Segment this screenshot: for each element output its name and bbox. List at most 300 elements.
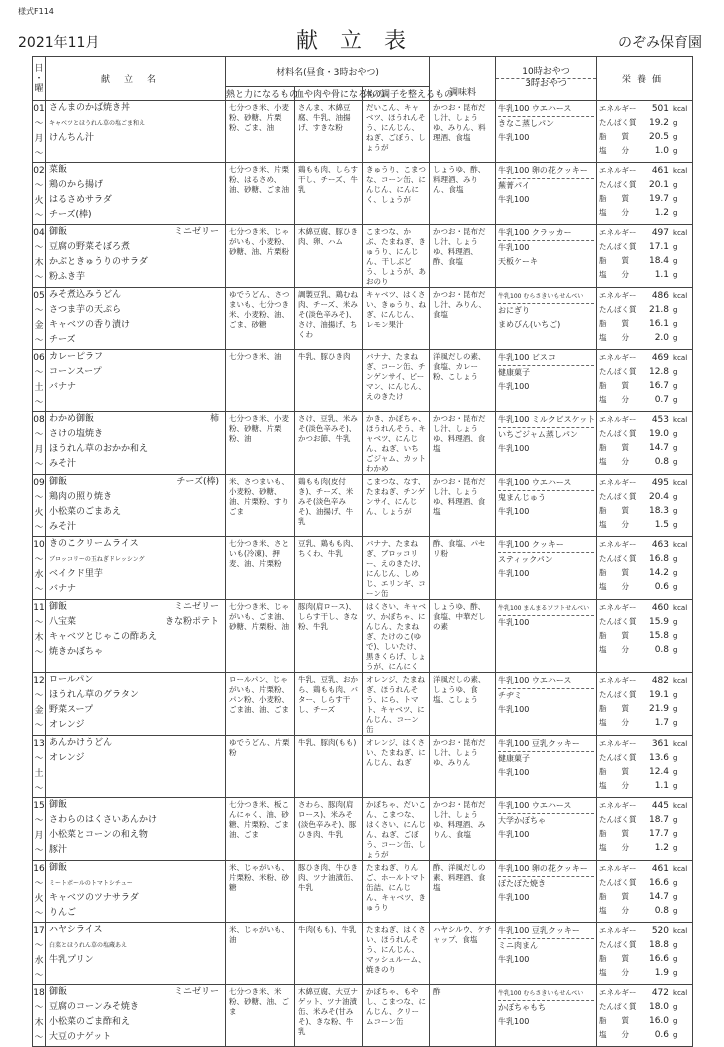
day-cell bbox=[33, 600, 46, 673]
seasoning-list: かつお・昆布だし汁、しょうゆ、みりん bbox=[430, 736, 496, 798]
snack-name: ミニ肉まん bbox=[498, 941, 539, 950]
energy-foods: 七分つき米、片栗粉、はるさめ、油、砂糖、ごま油 bbox=[226, 163, 295, 225]
dish-item bbox=[49, 615, 225, 630]
dish-item bbox=[49, 116, 225, 131]
dish-item bbox=[49, 567, 225, 582]
body-foods: 調製豆乳、鶏むね肉、チーズ、米みそ(淡色辛みそ)、さけ、油揚げ、ちくわ bbox=[295, 288, 363, 350]
nutrient-unit: g bbox=[673, 879, 678, 887]
day-number: 15 bbox=[33, 801, 45, 811]
day-separator: 〜 bbox=[34, 816, 44, 826]
header-nutrition-label: 栄養価 bbox=[622, 75, 668, 85]
header-snack-3: 3時おやつ bbox=[525, 79, 567, 89]
nutrient-unit: g bbox=[673, 147, 678, 155]
snack-name: 牛乳100 卵の花クッキー bbox=[498, 166, 588, 175]
day-of-week: 金 bbox=[34, 706, 44, 716]
dish-cell bbox=[46, 101, 226, 163]
nutrient-value: 1.1 bbox=[654, 270, 670, 280]
nutrient-unit: g bbox=[673, 444, 678, 452]
body-foods: 豆乳、鶏もも肉、ちくわ、牛乳 bbox=[295, 537, 363, 600]
seasoning-list: ハヤシルウ、ケチャップ、食塩 bbox=[430, 923, 496, 985]
nutrient-unit: g bbox=[673, 632, 678, 640]
nutrition-row bbox=[599, 952, 690, 966]
day-separator: 〜 bbox=[34, 243, 44, 253]
nutrition-row bbox=[599, 303, 690, 317]
snack-name: 牛乳100 bbox=[498, 195, 530, 204]
day-separator: 〜 bbox=[34, 336, 44, 346]
nutrient-value: 501 bbox=[651, 104, 670, 114]
day-cell bbox=[33, 673, 46, 736]
day-separator: 〜 bbox=[34, 1033, 44, 1043]
nutrient-label: 脂 質 bbox=[599, 954, 630, 963]
nutrition-row bbox=[599, 289, 690, 303]
nutrient-label: 脂 質 bbox=[599, 194, 630, 203]
dish-name: さわらのはくさいあんかけ bbox=[49, 815, 158, 825]
nutrient-label: たんぱく質 bbox=[599, 180, 637, 189]
day-cell bbox=[33, 475, 46, 537]
dish-name: キャベツとじゃこの酢あえ bbox=[49, 632, 158, 642]
header-day bbox=[33, 57, 46, 101]
day-of-week: 水 bbox=[34, 956, 44, 966]
snack-item bbox=[498, 828, 594, 842]
snack-item bbox=[498, 366, 594, 380]
body-foods: 豚肉(肩ロース)、しらす干し、きな粉、牛乳 bbox=[295, 600, 363, 673]
dish-name: 鶏肉の照り焼き bbox=[49, 492, 113, 502]
nutrient-unit: g bbox=[673, 941, 678, 949]
nutrient-value: 2.0 bbox=[654, 333, 670, 343]
day-of-week: 土 bbox=[34, 769, 44, 779]
nutrient-value: 461 bbox=[651, 864, 670, 874]
snack-item bbox=[498, 924, 594, 939]
nutrition-row bbox=[599, 476, 690, 490]
dish-name: けんちん汁 bbox=[49, 133, 95, 143]
nutrient-label: 脂 質 bbox=[599, 829, 630, 838]
day-separator: 〜 bbox=[34, 306, 44, 316]
nutrition-cell bbox=[597, 163, 693, 225]
dish-item bbox=[49, 953, 225, 968]
nutrition-cell bbox=[597, 985, 693, 1047]
dish-item bbox=[49, 630, 225, 645]
dish-item bbox=[49, 673, 225, 688]
dish-cell bbox=[46, 163, 226, 225]
snack-item bbox=[498, 193, 594, 207]
day-separator: 〜 bbox=[34, 618, 44, 628]
nutrient-unit: g bbox=[673, 969, 678, 977]
nutrient-unit: g bbox=[673, 458, 678, 466]
dish-name: りんご bbox=[49, 908, 77, 918]
nutrient-unit: g bbox=[673, 306, 678, 314]
nutrient-unit: kcal bbox=[673, 354, 688, 362]
nutrition-row bbox=[599, 827, 690, 841]
nutrition-row bbox=[599, 178, 690, 192]
nutrition-row bbox=[599, 240, 690, 254]
nutrition-row bbox=[599, 938, 690, 952]
snack-name: チヂミ bbox=[498, 691, 523, 700]
day-cell bbox=[33, 736, 46, 798]
nutrition-row bbox=[599, 986, 690, 1000]
snack-item bbox=[498, 226, 594, 241]
nutrient-unit: g bbox=[673, 133, 678, 141]
nutrition-row bbox=[599, 365, 690, 379]
nutrient-unit: g bbox=[673, 691, 678, 699]
dish-cell bbox=[46, 673, 226, 736]
dish-name: 御飯 bbox=[49, 602, 68, 612]
dish-item bbox=[49, 1015, 225, 1030]
nutrition-row bbox=[599, 566, 690, 580]
day-separator: 〜 bbox=[34, 879, 44, 889]
day-separator: 〜 bbox=[34, 149, 44, 159]
nutrition-row bbox=[599, 130, 690, 144]
nutrient-unit: kcal bbox=[673, 479, 688, 487]
dish-name: カレーピラフ bbox=[49, 352, 104, 362]
nutrient-label: 塩 分 bbox=[599, 582, 630, 591]
snack-item bbox=[498, 939, 594, 953]
nutrient-label: エネルギー bbox=[599, 166, 637, 175]
nutrient-label: 塩 分 bbox=[599, 968, 630, 977]
condition-foods: たまねぎ、はくさい、ほうれんそう、にんじん、マッシュルーム、焼きのり bbox=[363, 923, 430, 985]
nutrient-label: エネルギー bbox=[599, 801, 637, 810]
snack-item bbox=[498, 862, 594, 877]
day-separator: 〜 bbox=[34, 430, 44, 440]
header-day-label: 日 ・ 曜 bbox=[34, 63, 44, 94]
nutrient-value: 15.9 bbox=[648, 617, 670, 627]
dish-item bbox=[49, 303, 225, 318]
day-row bbox=[33, 412, 693, 475]
nutrient-unit: g bbox=[673, 782, 678, 790]
energy-foods: 米、じゃがいも、片栗粉、米粉、砂糖 bbox=[226, 861, 295, 923]
dish-name: キャベツのツナサラダ bbox=[49, 893, 139, 903]
dish-cell bbox=[46, 537, 226, 600]
day-separator: 〜 bbox=[34, 941, 44, 951]
nutrient-unit: g bbox=[673, 569, 678, 577]
snack-item bbox=[498, 674, 594, 689]
energy-foods: ロールパン、じゃがいも、片栗粉、パン粉、小麦粉、ごま油、油、ごま bbox=[226, 673, 295, 736]
header-sub-condition: 体の調子を整えるもの bbox=[363, 87, 430, 101]
nutrient-value: 16.8 bbox=[648, 554, 670, 564]
nutrient-value: 445 bbox=[651, 801, 670, 811]
nutrient-value: 18.8 bbox=[648, 940, 670, 950]
dish-item bbox=[49, 861, 225, 876]
dish-cell bbox=[46, 350, 226, 412]
snack-name: ぽたぽた焼き bbox=[498, 879, 547, 888]
snack-name: 蕪菁パイ bbox=[498, 181, 531, 190]
snack-item bbox=[498, 131, 594, 145]
nutrient-label: 塩 分 bbox=[599, 208, 630, 217]
dish-name: 菜飯 bbox=[49, 165, 68, 175]
nutrient-unit: g bbox=[673, 493, 678, 501]
nutrient-value: 13.6 bbox=[648, 753, 670, 763]
snack-item bbox=[498, 179, 594, 193]
snack-name: 天板ケーキ bbox=[498, 257, 539, 266]
nutrition-row bbox=[599, 268, 690, 282]
dish-item bbox=[49, 938, 225, 953]
nutrient-value: 497 bbox=[651, 228, 670, 238]
nutrient-label: 脂 質 bbox=[599, 568, 630, 577]
dish-item bbox=[49, 520, 225, 535]
dish-cell bbox=[46, 736, 226, 798]
snack-name: おにぎり bbox=[498, 306, 531, 315]
nutrition-row bbox=[599, 904, 690, 918]
nutrient-value: 18.7 bbox=[648, 815, 670, 825]
nutrient-label: 塩 分 bbox=[599, 333, 630, 342]
nutrient-unit: g bbox=[673, 646, 678, 654]
nutrient-label: 塩 分 bbox=[599, 146, 630, 155]
nutrition-row bbox=[599, 144, 690, 158]
day-number: 16 bbox=[33, 864, 45, 874]
nutrient-value: 12.4 bbox=[648, 767, 670, 777]
body-foods: さんま、木綿豆腐、牛乳、油揚げ、すきな粉 bbox=[295, 101, 363, 163]
nutrient-label: 脂 質 bbox=[599, 256, 630, 265]
dish-name: 大豆のナゲット bbox=[49, 1032, 112, 1042]
dish-name: コーンスープ bbox=[49, 367, 102, 377]
day-separator: 〜 bbox=[34, 523, 44, 533]
snack-name: 牛乳100 bbox=[498, 569, 530, 578]
dish-item bbox=[49, 457, 225, 472]
nutrient-value: 0.8 bbox=[654, 457, 670, 467]
nutrient-label: 脂 質 bbox=[599, 506, 630, 515]
nutrient-unit: g bbox=[673, 1031, 678, 1039]
nutrient-label: 塩 分 bbox=[599, 906, 630, 915]
snack-name: 牛乳100 むらさきいもせんべい bbox=[498, 293, 584, 300]
day-cell bbox=[33, 923, 46, 985]
dish-item bbox=[49, 736, 225, 751]
nutrition-row bbox=[599, 688, 690, 702]
snack-name: 牛乳100 bbox=[498, 618, 530, 627]
nutrient-unit: g bbox=[673, 119, 678, 127]
nutrition-cell bbox=[597, 350, 693, 412]
dish-name: 御飯 bbox=[49, 477, 68, 487]
snack-cell bbox=[496, 288, 597, 350]
day-number: 08 bbox=[33, 415, 45, 425]
nutrient-unit: g bbox=[673, 368, 678, 376]
snack-name: 牛乳100 bbox=[498, 507, 530, 516]
snack-item bbox=[498, 986, 594, 1001]
nutrient-unit: g bbox=[673, 320, 678, 328]
body-foods: 牛乳、豚肉(もも) bbox=[295, 736, 363, 798]
nutrient-unit: g bbox=[673, 257, 678, 265]
nutrient-label: 塩 分 bbox=[599, 395, 630, 404]
dish-item bbox=[49, 101, 225, 116]
snack-item bbox=[498, 538, 594, 553]
nutrition-row bbox=[599, 490, 690, 504]
dish-name: みそ汁 bbox=[49, 522, 77, 532]
snack-item bbox=[498, 476, 594, 491]
header-sub-energy: 熱と力になるもの bbox=[226, 87, 295, 101]
dish-name: 鶏のから揚げ bbox=[49, 180, 104, 190]
nutrient-value: 16.0 bbox=[648, 1016, 670, 1026]
nutrient-label: 脂 質 bbox=[599, 1016, 630, 1025]
header-dish bbox=[46, 57, 226, 101]
body-foods: 牛乳、豚ひき肉 bbox=[295, 350, 363, 412]
day-separator: 〜 bbox=[34, 211, 44, 221]
dish-item bbox=[49, 703, 225, 718]
nutrient-value: 16.1 bbox=[648, 319, 670, 329]
snack-item bbox=[498, 164, 594, 179]
snack-name: かぼちゃもち bbox=[498, 1003, 547, 1012]
snack-item bbox=[498, 752, 594, 766]
dish-cell bbox=[46, 985, 226, 1047]
snack-name: 牛乳100 豆乳クッキー bbox=[498, 739, 580, 748]
nutrient-unit: g bbox=[673, 830, 678, 838]
dish-item bbox=[49, 813, 225, 828]
energy-foods: 米、じゃがいも、油 bbox=[226, 923, 295, 985]
nutrient-unit: kcal bbox=[673, 167, 688, 175]
day-cell bbox=[33, 798, 46, 861]
day-cell bbox=[33, 861, 46, 923]
nutrient-unit: g bbox=[673, 209, 678, 217]
nutrition-row bbox=[599, 813, 690, 827]
day-row bbox=[33, 923, 693, 985]
day-separator: 〜 bbox=[34, 555, 44, 565]
dish-item bbox=[49, 442, 225, 457]
nutrition-row bbox=[599, 351, 690, 365]
seasoning-list: 酢、食塩、パセリ粉 bbox=[430, 537, 496, 600]
nutrient-label: 脂 質 bbox=[599, 631, 630, 640]
dish-name: 牛乳プリン bbox=[49, 955, 94, 965]
snack-cell bbox=[496, 225, 597, 288]
nutrient-value: 1.1 bbox=[654, 781, 670, 791]
nutrient-value: 21.8 bbox=[648, 305, 670, 315]
day-cell bbox=[33, 537, 46, 600]
day-separator: 〜 bbox=[34, 119, 44, 129]
snack-name: 鬼まんじゅう bbox=[498, 493, 547, 502]
nutrient-value: 16.7 bbox=[648, 381, 670, 391]
dish-name: 野菜スープ bbox=[49, 705, 94, 715]
dish-name: 御飯 bbox=[49, 227, 68, 237]
nutrition-row bbox=[599, 702, 690, 716]
snack-item bbox=[498, 567, 594, 581]
nutrition-row bbox=[599, 1028, 690, 1042]
dish-item bbox=[49, 537, 225, 552]
day-cell bbox=[33, 350, 46, 412]
dish-name: 御飯 bbox=[49, 987, 68, 997]
nutrient-label: 脂 質 bbox=[599, 443, 630, 452]
dish-name: 豆腐のコーンみそ焼き bbox=[49, 1002, 139, 1012]
seasoning-list: かつお・昆布だし汁、しょうゆ、料理酒、食塩 bbox=[430, 475, 496, 537]
nutrition-row bbox=[599, 317, 690, 331]
nutrient-unit: g bbox=[673, 1003, 678, 1011]
day-row bbox=[33, 600, 693, 673]
dish-item bbox=[49, 1000, 225, 1015]
nutrient-label: たんぱく質 bbox=[599, 242, 637, 251]
dish-name: 白菜とほうれん草の塩蔵あえ bbox=[49, 942, 128, 949]
energy-foods: ゆでうどん、片栗粉 bbox=[226, 736, 295, 798]
snack-item bbox=[498, 616, 594, 630]
condition-foods: バナナ、たまねぎ、コーン缶、チンゲンサイ、ピーマン、にんじん、えのきたけ bbox=[363, 350, 430, 412]
nutrient-value: 20.4 bbox=[648, 492, 670, 502]
dish-name: 御飯 bbox=[49, 863, 68, 873]
nutrient-label: たんぱく質 bbox=[599, 367, 637, 376]
dish-item bbox=[49, 688, 225, 703]
dish-name: はるさめサラダ bbox=[49, 195, 112, 205]
nutrition-row bbox=[599, 455, 690, 469]
nutrient-value: 19.1 bbox=[648, 690, 670, 700]
day-row bbox=[33, 163, 693, 225]
dish-side-item: ミニゼリー bbox=[173, 987, 219, 997]
nutrient-value: 18.4 bbox=[648, 256, 670, 266]
condition-foods: キャベツ、はくさい、きゅうり、ねぎ、にんじん、レモン果汁 bbox=[363, 288, 430, 350]
condition-foods: こまつな、かぶ、たまねぎ、きゅうり、にんじん、干しぶどう、しょうが、あおのり bbox=[363, 225, 430, 288]
nutrient-unit: g bbox=[673, 816, 678, 824]
header-row bbox=[33, 57, 693, 87]
snack-item bbox=[498, 877, 594, 891]
nutrient-unit: kcal bbox=[673, 740, 688, 748]
form-id: 様式F114 bbox=[18, 7, 54, 16]
nutrient-label: エネルギー bbox=[599, 540, 637, 549]
nutrient-value: 18.3 bbox=[648, 506, 670, 516]
snack-name: 牛乳100 ミルクビスケット bbox=[498, 415, 596, 424]
nutrient-label: エネルギー bbox=[599, 291, 637, 300]
nutrition-row bbox=[599, 1000, 690, 1014]
snack-item bbox=[498, 289, 594, 304]
snack-name: 牛乳100 bbox=[498, 444, 530, 453]
body-foods: 木綿豆腐、豚ひき肉、卵、ハム bbox=[295, 225, 363, 288]
day-number: 09 bbox=[33, 478, 45, 488]
nutrition-row bbox=[599, 331, 690, 345]
nutrient-value: 520 bbox=[651, 926, 670, 936]
header-snack-10: 10時おやつ bbox=[496, 67, 596, 79]
seasoning-list: しょうゆ、酢、料理酒、みりん、食塩 bbox=[430, 163, 496, 225]
day-of-week: 火 bbox=[34, 894, 44, 904]
snack-item bbox=[498, 304, 594, 318]
dish-name: 小松菜のごま酢和え bbox=[49, 1017, 131, 1027]
nutrient-label: 脂 質 bbox=[599, 767, 630, 776]
snack-name: 牛乳100 ウエハース bbox=[498, 801, 572, 810]
day-separator: 〜 bbox=[34, 181, 44, 191]
dish-side-item: ミニゼリー bbox=[173, 602, 219, 612]
day-separator: 〜 bbox=[34, 1003, 44, 1013]
nutrient-label: たんぱく質 bbox=[599, 492, 637, 501]
dish-name: ほうれん草のおかか和え bbox=[49, 444, 149, 454]
nutrient-label: エネルギー bbox=[599, 603, 637, 612]
snack-item bbox=[498, 117, 594, 131]
nutrition-cell bbox=[597, 600, 693, 673]
body-foods: 豚ひき肉、牛ひき肉、ツナ油漬缶、牛乳 bbox=[295, 861, 363, 923]
day-row bbox=[33, 537, 693, 600]
page-title: 献立表 bbox=[296, 29, 429, 54]
nutrient-label: エネルギー bbox=[599, 739, 637, 748]
dish-name: 粉ふき芋 bbox=[49, 272, 86, 282]
dish-item bbox=[49, 208, 225, 223]
nutrient-unit: g bbox=[673, 719, 678, 727]
nutrition-cell bbox=[597, 288, 693, 350]
snack-cell bbox=[496, 798, 597, 861]
day-row bbox=[33, 475, 693, 537]
energy-foods: 米、さつまいも、小麦粉、砂糖、油、片栗粉、すりごま bbox=[226, 475, 295, 537]
nutrient-value: 16.6 bbox=[648, 878, 670, 888]
snack-cell bbox=[496, 163, 597, 225]
dish-item bbox=[49, 828, 225, 843]
dish-name: みそ煮込みうどん bbox=[49, 290, 122, 300]
day-number: 18 bbox=[33, 988, 45, 998]
nutrient-label: たんぱく質 bbox=[599, 940, 637, 949]
dish-cell bbox=[46, 923, 226, 985]
seasoning-list: 酢、洋風だしの素、料理酒、食塩 bbox=[430, 861, 496, 923]
nutrient-value: 1.7 bbox=[654, 718, 670, 728]
snack-name: 牛乳100 ビスコ bbox=[498, 353, 556, 362]
nutrient-unit: g bbox=[673, 768, 678, 776]
dish-side-item: 柿 bbox=[209, 414, 219, 424]
nutrition-row bbox=[599, 164, 690, 178]
nutrient-value: 472 bbox=[651, 988, 670, 998]
nutrient-unit: g bbox=[673, 844, 678, 852]
nutrient-label: エネルギー bbox=[599, 676, 637, 685]
snack-item bbox=[498, 689, 594, 703]
day-separator: 〜 bbox=[34, 784, 44, 794]
menu-body bbox=[33, 101, 693, 1047]
nutrient-label: エネルギー bbox=[599, 104, 637, 113]
nutrition-row bbox=[599, 254, 690, 268]
dish-cell bbox=[46, 225, 226, 288]
